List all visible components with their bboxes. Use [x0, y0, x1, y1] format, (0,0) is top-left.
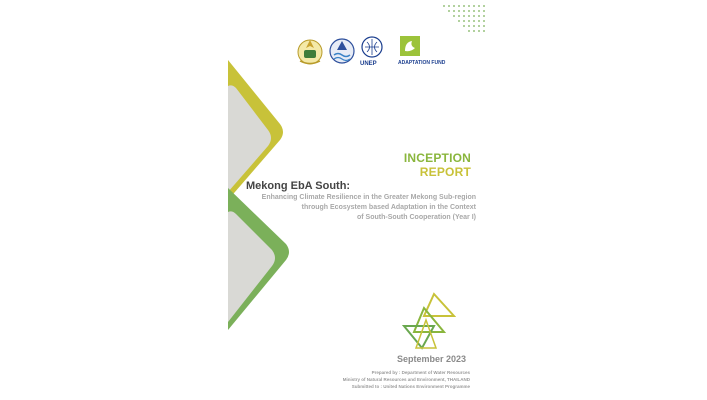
prepared-by-text: Prepared by : Department of Water Resources	[371, 370, 470, 375]
dot-pattern	[440, 4, 488, 34]
adaptation-fund-label: ADAPTATION FUND	[398, 60, 446, 66]
submitted-to-text: Submitted to : United Nations Environment Programme	[351, 384, 470, 389]
report-title-line2: REPORT	[419, 165, 471, 179]
unep-emblem-icon	[360, 36, 384, 60]
adaptation-fund-logo-icon	[400, 36, 420, 56]
unep-label: UNEP	[360, 61, 377, 67]
partner-logos	[296, 36, 446, 72]
description-line: of South-South Cooperation (Year I)	[357, 214, 476, 221]
description-line: through Ecosystem based Adaptation in the Context	[301, 204, 476, 211]
ministry-text: Ministry of Natural Resources and Environment, THAILAND	[342, 377, 470, 382]
report-title-line1: INCEPTION	[403, 151, 471, 165]
thai-government-emblem-icon	[296, 36, 324, 66]
triangle-emblem-icon	[400, 290, 456, 350]
department-water-resources-emblem-icon	[328, 36, 356, 66]
description-line: Enhancing Climate Resilience in the Greater Mekong Sub-region	[261, 194, 476, 201]
report-date: September 2023	[396, 354, 466, 364]
report-subtitle: Mekong EbA South:	[246, 180, 351, 192]
